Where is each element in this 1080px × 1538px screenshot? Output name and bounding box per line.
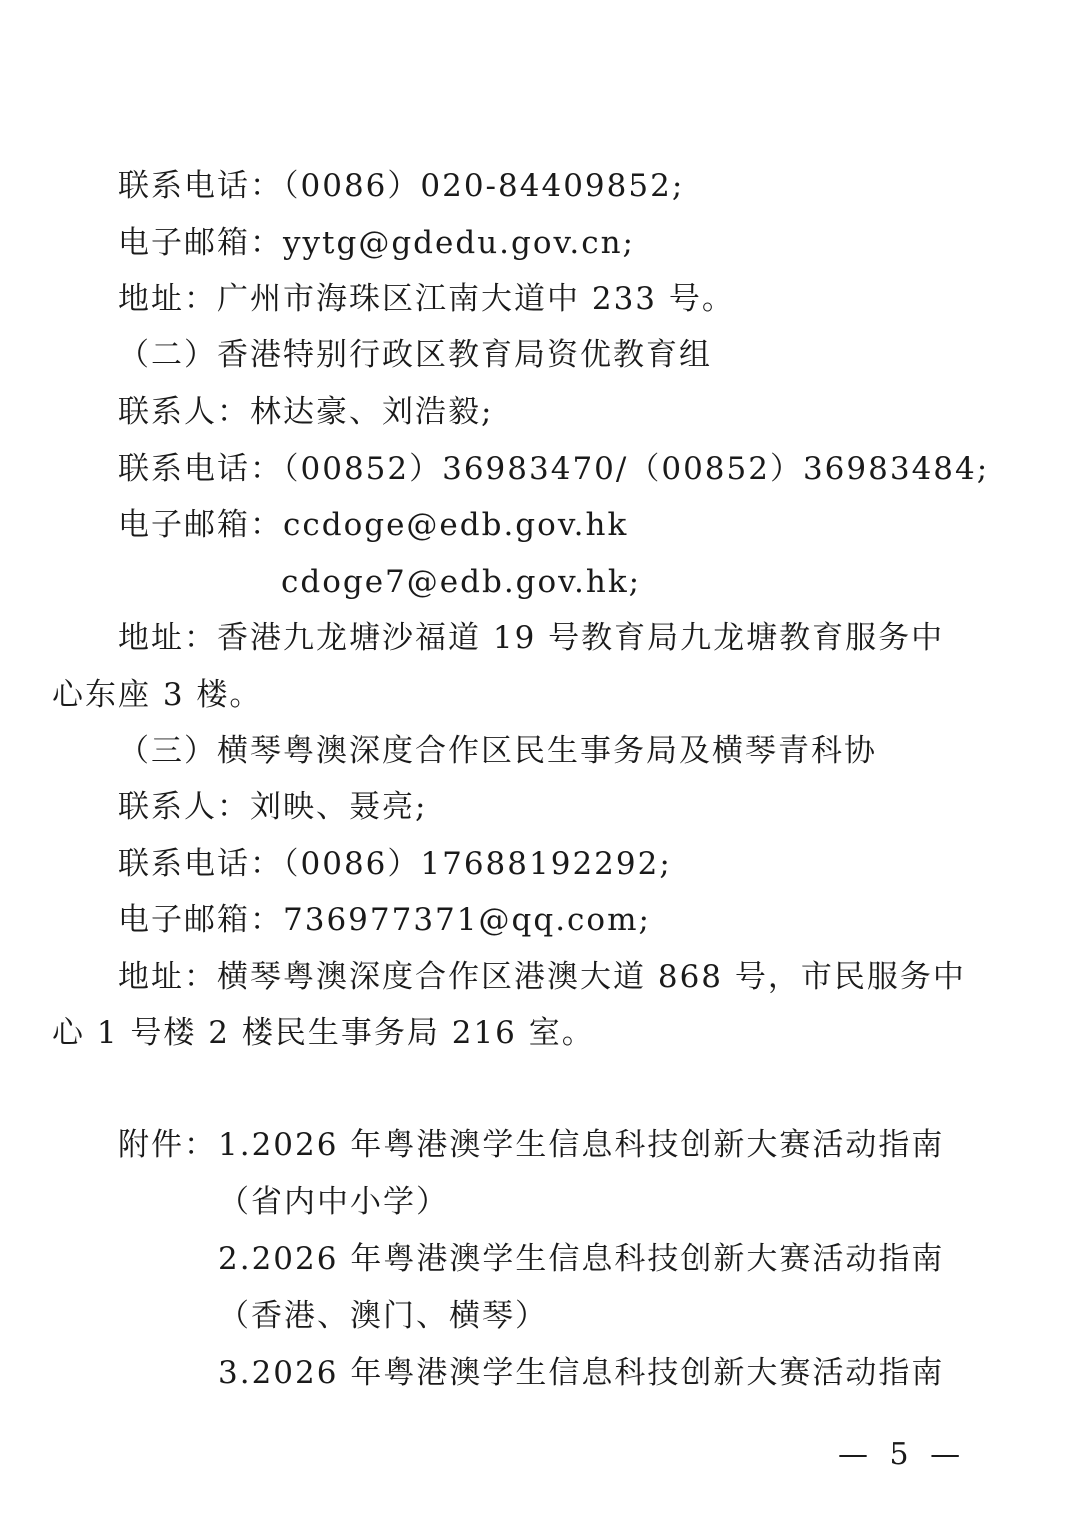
section2-email-continued: cdoge7@edb.gov.hk; xyxy=(281,564,642,600)
attachments-label: 附件： xyxy=(118,1127,217,1163)
section2-phone: 联系电话：（00852）36983470/（00852）36983484; xyxy=(118,451,990,487)
section3-email: 电子邮箱：736977371@qq.com; xyxy=(118,902,651,938)
section3-heading: （三）横琴粤澳深度合作区民生事务局及横琴青科协 xyxy=(118,733,877,769)
section1-phone: 联系电话：（0086）020-84409852; xyxy=(118,168,685,204)
section2-contact: 联系人：林达豪、刘浩毅; xyxy=(118,394,494,430)
section3-address: 地址：横琴粤澳深度合作区港澳大道 868 号，市民服务中 xyxy=(118,959,966,995)
attachment-3: 3.2026 年粤港澳学生信息科技创新大赛活动指南 xyxy=(218,1355,945,1391)
section3-phone: 联系电话：（0086）17688192292; xyxy=(118,846,672,882)
attachment-2-subtitle: （香港、澳门、横琴） xyxy=(218,1298,548,1334)
attachment-1-subtitle: （省内中小学） xyxy=(218,1184,449,1220)
attachment-1: 1.2026 年粤港澳学生信息科技创新大赛活动指南 xyxy=(218,1127,945,1163)
section2-address-continued: 心东座 3 楼。 xyxy=(52,677,263,713)
section1-email: 电子邮箱：yytg@gdedu.gov.cn; xyxy=(118,225,635,261)
section2-email: 电子邮箱：ccdoge@edb.gov.hk xyxy=(118,507,629,543)
section2-address: 地址：香港九龙塘沙福道 19 号教育局九龙塘教育服务中 xyxy=(118,620,945,656)
section2-heading: （二）香港特别行政区教育局资优教育组 xyxy=(118,337,712,373)
section1-address: 地址：广州市海珠区江南大道中 233 号。 xyxy=(118,281,735,317)
page-number: — 5 — xyxy=(838,1437,967,1472)
section3-contact: 联系人：刘映、聂亮; xyxy=(118,789,428,825)
attachment-2: 2.2026 年粤港澳学生信息科技创新大赛活动指南 xyxy=(218,1241,945,1277)
section3-address-continued: 心 1 号楼 2 楼民生事务局 216 室。 xyxy=(52,1015,595,1051)
